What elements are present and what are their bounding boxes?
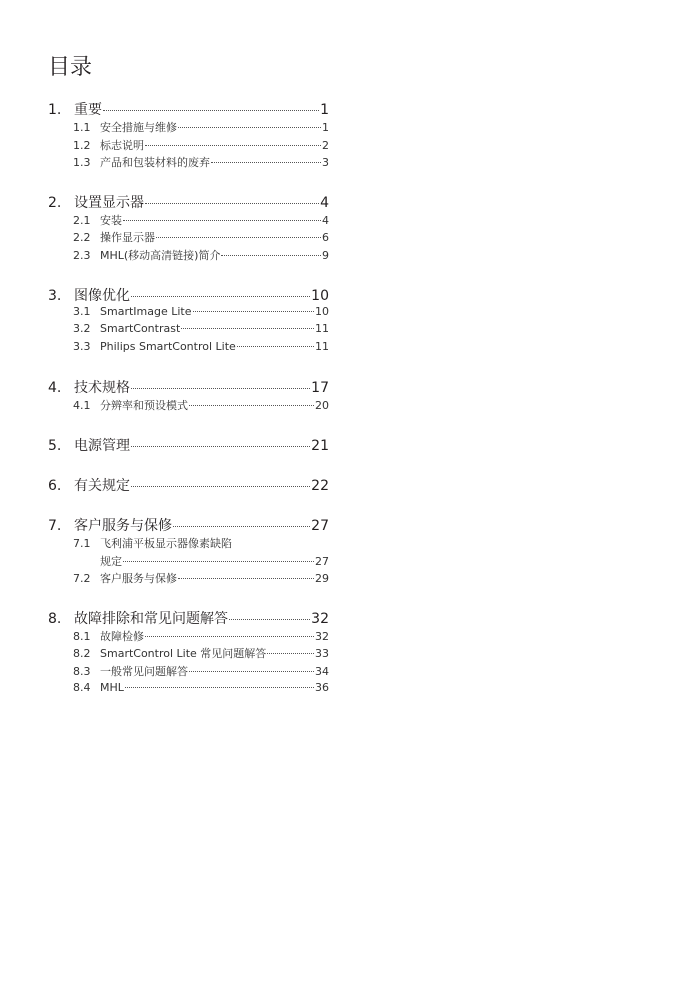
entry-number: 2.2 xyxy=(73,231,91,245)
entry-number: 3.3 xyxy=(73,339,91,353)
toc-entry-section[interactable] xyxy=(48,663,329,681)
entry-title: 故障检修 xyxy=(100,629,144,643)
entry-title: 安装 xyxy=(100,213,122,227)
dot-leader xyxy=(181,328,314,329)
toc-list xyxy=(48,99,329,718)
toc-entry-section[interactable] xyxy=(48,681,329,699)
dot-leader xyxy=(189,671,314,672)
entry-page-number: 4 xyxy=(320,194,329,211)
entry-title: 技术规格 xyxy=(74,380,130,397)
entry-page-number: 34 xyxy=(315,664,329,678)
toc-entry-section[interactable] xyxy=(48,229,329,247)
entry-number: 1. xyxy=(48,102,62,118)
entry-title: 安全措施与维修 xyxy=(100,121,177,134)
entry-page-number: 1 xyxy=(320,102,329,118)
toc-entry-chapter[interactable] xyxy=(48,515,329,535)
dot-leader xyxy=(193,311,315,312)
toc-entry-section[interactable] xyxy=(48,305,329,323)
toc-entry-section-continued[interactable] xyxy=(48,553,329,571)
toc-entry-section[interactable] xyxy=(48,154,329,172)
dot-leader xyxy=(131,446,310,447)
entry-title: MHL xyxy=(100,680,124,694)
toc-entry-chapter[interactable] xyxy=(48,475,329,495)
entry-number: 2. xyxy=(48,194,62,211)
toc-entry-section[interactable] xyxy=(48,119,329,137)
entry-page-number: 3 xyxy=(322,156,329,170)
entry-page-number: 29 xyxy=(315,572,329,586)
dot-leader xyxy=(131,296,310,297)
entry-title: 有关规定 xyxy=(74,477,130,494)
entry-page-number: 1 xyxy=(322,121,329,134)
entry-page-number: 20 xyxy=(315,399,329,413)
entry-title: 一般常见问题解答 xyxy=(100,664,188,678)
entry-page-number: 2 xyxy=(322,138,329,152)
entry-title: 设置显示器 xyxy=(74,194,144,211)
entry-number: 4.1 xyxy=(73,399,91,413)
entry-title: 重要 xyxy=(74,102,102,118)
entry-title: 操作显示器 xyxy=(100,231,155,245)
entry-number: 2.1 xyxy=(73,213,91,227)
dot-leader xyxy=(156,237,321,238)
entry-number: 8. xyxy=(48,610,62,627)
entry-page-number: 32 xyxy=(311,610,329,627)
entry-title: SmartImage Lite xyxy=(100,304,192,318)
dot-leader xyxy=(178,127,321,128)
toc-chapter xyxy=(48,515,329,588)
entry-page-number: 27 xyxy=(315,554,329,568)
entry-page-number: 11 xyxy=(315,339,329,353)
entry-number: 7. xyxy=(48,517,62,534)
entry-title: 图像优化 xyxy=(74,287,130,304)
entry-title: 故障排除和常见问题解答 xyxy=(74,610,228,627)
entry-page-number: 33 xyxy=(315,647,329,661)
entry-title: MHL(移动高清链接)简介 xyxy=(100,248,221,262)
toc-chapter xyxy=(48,377,329,415)
entry-title: 客户服务与保修 xyxy=(74,517,172,534)
toc-entry-chapter[interactable] xyxy=(48,285,329,305)
entry-number: 1.2 xyxy=(73,138,91,152)
entry-number: 3.1 xyxy=(73,304,91,318)
dot-leader xyxy=(189,405,314,406)
toc-entry-section[interactable] xyxy=(48,628,329,646)
entry-title: 分辨率和预设模式 xyxy=(100,399,188,413)
dot-leader xyxy=(123,561,314,562)
toc-chapter xyxy=(48,99,329,172)
entry-number: 7.1 xyxy=(73,536,91,550)
toc-entry-chapter[interactable] xyxy=(48,99,329,119)
entry-number: 1.1 xyxy=(73,121,91,134)
toc-entry-chapter[interactable] xyxy=(48,608,329,628)
toc-entry-section[interactable] xyxy=(48,137,329,155)
entry-number: 3. xyxy=(48,287,62,304)
entry-title: 电源管理 xyxy=(74,437,130,454)
entry-title: SmartControl Lite 常见问题解答 xyxy=(100,647,267,661)
dot-leader xyxy=(131,486,310,487)
entry-number: 8.2 xyxy=(73,647,91,661)
toc-entry-chapter[interactable] xyxy=(48,435,329,455)
entry-title: SmartContrast xyxy=(100,322,181,336)
toc-chapter xyxy=(48,608,329,698)
toc-entry-section[interactable] xyxy=(48,397,329,415)
dot-leader xyxy=(178,578,314,579)
dot-leader xyxy=(237,346,314,347)
entry-number: 7.2 xyxy=(73,572,91,586)
dot-leader xyxy=(229,619,310,620)
entry-page-number: 21 xyxy=(311,437,329,454)
dot-leader xyxy=(145,636,314,637)
dot-leader xyxy=(123,220,321,221)
entry-number: 5. xyxy=(48,437,62,454)
entry-number: 8.1 xyxy=(73,629,91,643)
entry-page-number: 17 xyxy=(311,380,329,397)
dot-leader xyxy=(221,255,321,256)
entry-page-number: 10 xyxy=(315,304,329,318)
entry-title: 客户服务与保修 xyxy=(100,572,177,586)
entry-title: 产品和包装材料的废弃 xyxy=(100,156,210,170)
entry-page-number: 11 xyxy=(315,322,329,336)
toc-entry-section[interactable] xyxy=(48,535,329,553)
entry-number: 3.2 xyxy=(73,322,91,336)
entry-page-number: 4 xyxy=(322,213,329,227)
entry-page-number: 22 xyxy=(311,477,329,494)
entry-title: Philips SmartControl Lite xyxy=(100,339,236,353)
entry-title-continued: 规定 xyxy=(100,554,122,568)
toc-entry-section[interactable] xyxy=(48,570,329,588)
dot-leader xyxy=(145,145,321,146)
page-title: 目录 xyxy=(48,55,93,80)
dot-leader xyxy=(103,110,319,111)
entry-page-number: 10 xyxy=(311,287,329,304)
toc-entry-section[interactable] xyxy=(48,645,329,663)
entry-page-number: 36 xyxy=(315,680,329,694)
toc-chapter xyxy=(48,435,329,455)
toc-entry-chapter[interactable] xyxy=(48,192,329,212)
dot-leader xyxy=(173,526,310,527)
entry-number: 1.3 xyxy=(73,156,91,170)
entry-number: 2.3 xyxy=(73,248,91,262)
entry-page-number: 9 xyxy=(322,248,329,262)
toc-chapter xyxy=(48,285,329,358)
dot-leader xyxy=(211,162,321,163)
dot-leader xyxy=(125,687,314,688)
entry-page-number: 6 xyxy=(322,231,329,245)
toc-chapter xyxy=(48,475,329,495)
dot-leader xyxy=(131,388,310,389)
toc-entry-section[interactable] xyxy=(48,322,329,340)
entry-number: 6. xyxy=(48,477,62,494)
toc-entry-chapter[interactable] xyxy=(48,377,329,397)
toc-entry-section[interactable] xyxy=(48,247,329,265)
entry-title: 标志说明 xyxy=(100,138,144,152)
toc-chapter xyxy=(48,192,329,265)
entry-title: 飞利浦平板显示器像素缺陷 xyxy=(100,536,232,550)
toc-entry-section[interactable] xyxy=(48,340,329,358)
dot-leader xyxy=(145,203,319,204)
entry-number: 4. xyxy=(48,380,62,397)
toc-entry-section[interactable] xyxy=(48,212,329,230)
dot-leader xyxy=(267,653,314,654)
entry-number: 8.3 xyxy=(73,664,91,678)
entry-number: 8.4 xyxy=(73,680,91,694)
entry-page-number: 27 xyxy=(311,517,329,534)
entry-page-number: 32 xyxy=(315,629,329,643)
